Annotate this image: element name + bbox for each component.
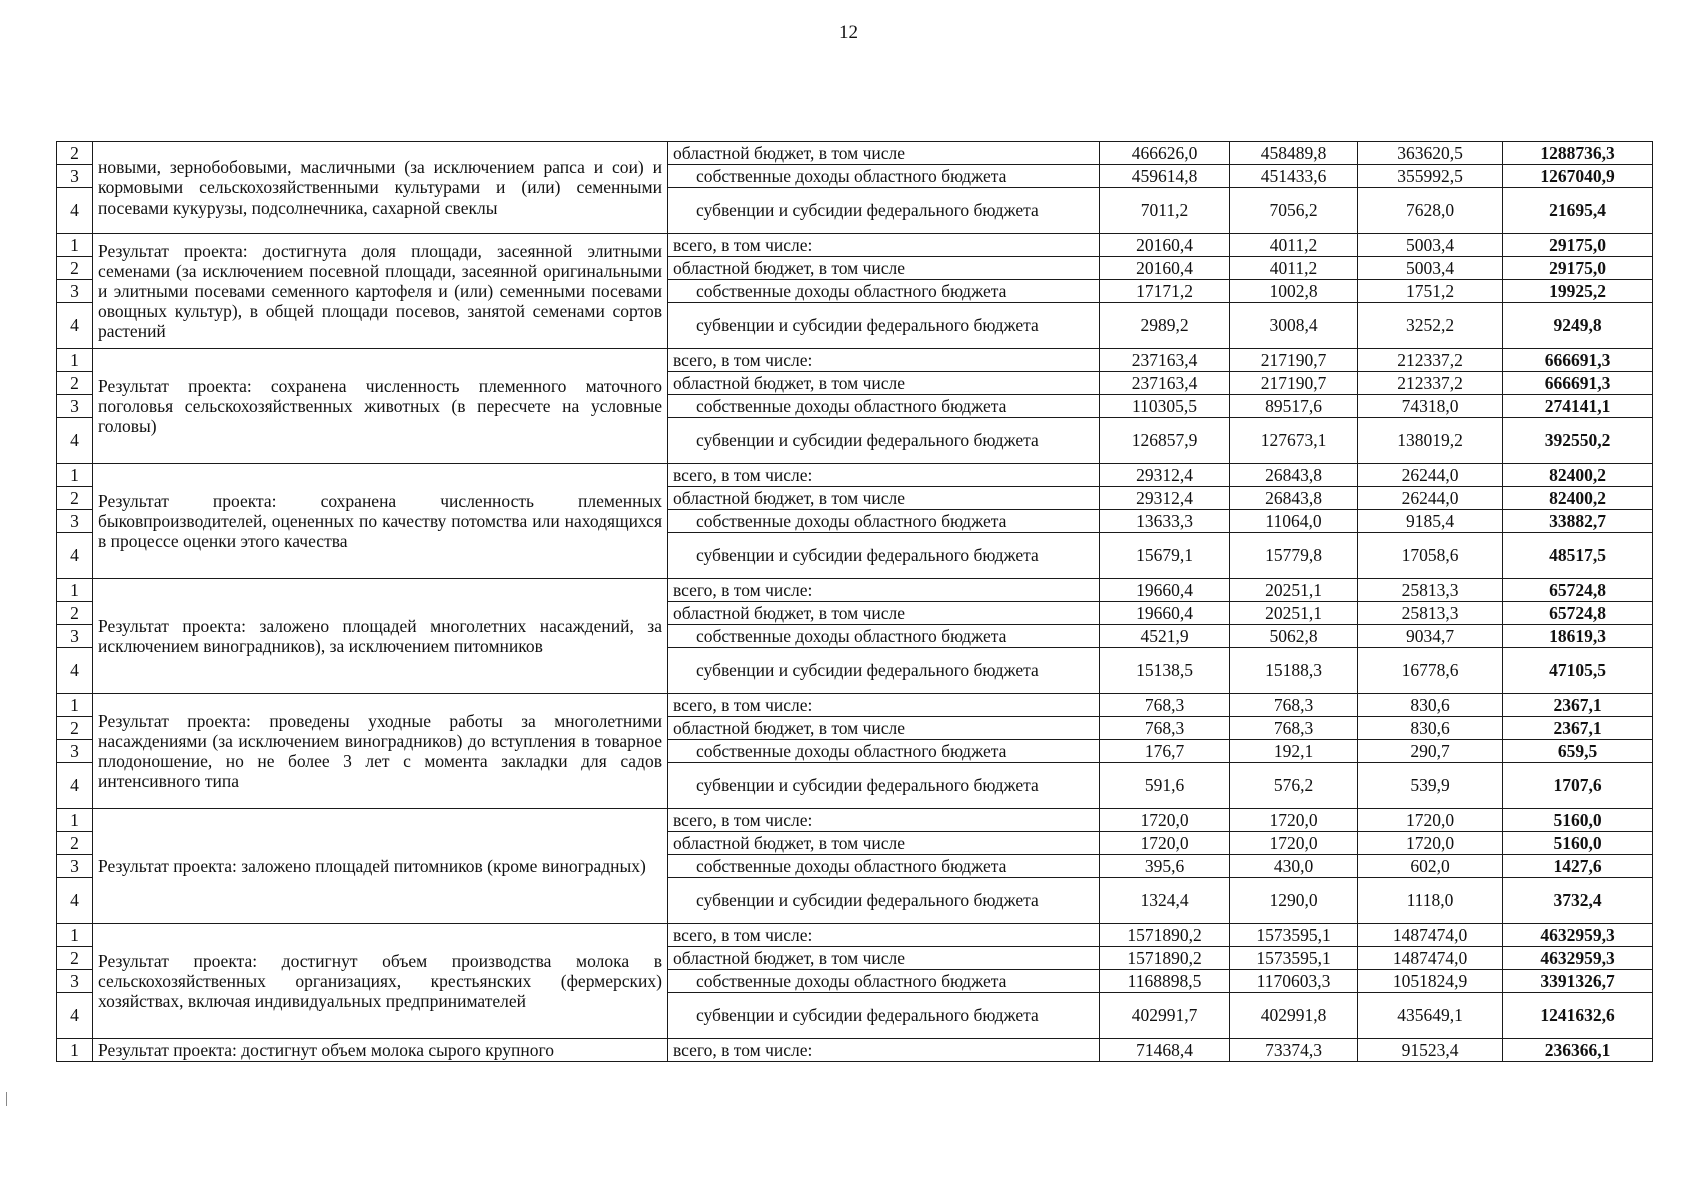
row-number: 4	[57, 303, 93, 349]
row-number: 4	[57, 533, 93, 579]
value-year-3: 138019,2	[1358, 418, 1503, 464]
funding-source: областной бюджет, в том числе	[668, 832, 1100, 855]
row-number: 1	[57, 234, 93, 257]
row-number: 1	[57, 1039, 93, 1062]
value-total: 5160,0	[1503, 809, 1653, 832]
value-total: 1267040,9	[1503, 165, 1653, 188]
value-year-2: 1170603,3	[1230, 970, 1358, 993]
value-year-1: 768,3	[1100, 717, 1230, 740]
value-year-2: 1720,0	[1230, 832, 1358, 855]
value-year-3: 1118,0	[1358, 878, 1503, 924]
value-year-3: 212337,2	[1358, 349, 1503, 372]
value-year-1: 768,3	[1100, 694, 1230, 717]
value-year-1: 402991,7	[1100, 993, 1230, 1039]
value-total: 666691,3	[1503, 372, 1653, 395]
value-year-3: 355992,5	[1358, 165, 1503, 188]
value-year-2: 768,3	[1230, 717, 1358, 740]
row-number: 1	[57, 464, 93, 487]
table-row	[57, 1039, 1653, 1062]
value-year-2: 576,2	[1230, 763, 1358, 809]
result-description: Результат проекта: сохранена численность племенного маточного поголовья сельскохозяйственных животных (в пересчете на условные головы)	[93, 349, 668, 464]
value-year-3: 830,6	[1358, 717, 1503, 740]
scan-mark	[6, 1092, 11, 1106]
row-number: 4	[57, 993, 93, 1039]
funding-source: собственные доходы областного бюджета	[668, 165, 1100, 188]
funding-source: областной бюджет, в том числе	[668, 717, 1100, 740]
row-number: 2	[57, 717, 93, 740]
page-number: 12	[839, 22, 858, 43]
value-year-3: 26244,0	[1358, 487, 1503, 510]
value-year-1: 1571890,2	[1100, 947, 1230, 970]
value-year-1: 237163,4	[1100, 372, 1230, 395]
table-row	[57, 142, 1653, 165]
funding-source: субвенции и субсидии федерального бюджета	[668, 533, 1100, 579]
value-total: 1707,6	[1503, 763, 1653, 809]
value-year-2: 3008,4	[1230, 303, 1358, 349]
value-total: 2367,1	[1503, 717, 1653, 740]
value-total: 65724,8	[1503, 579, 1653, 602]
funding-source: областной бюджет, в том числе	[668, 372, 1100, 395]
value-year-2: 26843,8	[1230, 464, 1358, 487]
value-year-3: 1487474,0	[1358, 924, 1503, 947]
value-total: 3732,4	[1503, 878, 1653, 924]
value-year-3: 25813,3	[1358, 579, 1503, 602]
value-total: 82400,2	[1503, 464, 1653, 487]
funding-source: областной бюджет, в том числе	[668, 947, 1100, 970]
value-year-1: 15138,5	[1100, 648, 1230, 694]
result-description: новыми, зернобобовыми, масличными (за исключением рапса и сои) и кормовыми сельскохозяйственными культурами и (или) семенными посевами кукурузы, подсолнечника, сахарной свеклы	[93, 142, 668, 234]
row-number: 3	[57, 625, 93, 648]
result-description: Результат проекта: заложено площадей многолетних насаждений, за исключением виноградников), за исключением питомников	[93, 579, 668, 694]
value-year-2: 217190,7	[1230, 372, 1358, 395]
value-year-3: 1051824,9	[1358, 970, 1503, 993]
value-total: 392550,2	[1503, 418, 1653, 464]
value-year-2: 5062,8	[1230, 625, 1358, 648]
value-year-3: 212337,2	[1358, 372, 1503, 395]
funding-source: субвенции и субсидии федерального бюджета	[668, 418, 1100, 464]
value-year-1: 17171,2	[1100, 280, 1230, 303]
value-year-1: 1720,0	[1100, 809, 1230, 832]
value-year-3: 435649,1	[1358, 993, 1503, 1039]
value-year-3: 363620,5	[1358, 142, 1503, 165]
value-year-1: 237163,4	[1100, 349, 1230, 372]
funding-source: субвенции и субсидии федерального бюджета	[668, 763, 1100, 809]
value-year-2: 89517,6	[1230, 395, 1358, 418]
row-number: 3	[57, 855, 93, 878]
value-total: 1288736,3	[1503, 142, 1653, 165]
value-year-2: 11064,0	[1230, 510, 1358, 533]
value-year-1: 20160,4	[1100, 234, 1230, 257]
value-year-3: 7628,0	[1358, 188, 1503, 234]
value-total: 29175,0	[1503, 234, 1653, 257]
value-year-2: 7056,2	[1230, 188, 1358, 234]
value-year-1: 591,6	[1100, 763, 1230, 809]
value-year-3: 1720,0	[1358, 832, 1503, 855]
value-year-1: 20160,4	[1100, 257, 1230, 280]
value-total: 2367,1	[1503, 694, 1653, 717]
funding-source: собственные доходы областного бюджета	[668, 280, 1100, 303]
table-row	[57, 579, 1653, 602]
value-total: 1427,6	[1503, 855, 1653, 878]
row-number: 2	[57, 257, 93, 280]
value-total: 47105,5	[1503, 648, 1653, 694]
funding-source: собственные доходы областного бюджета	[668, 855, 1100, 878]
value-year-3: 602,0	[1358, 855, 1503, 878]
row-number: 1	[57, 694, 93, 717]
row-number: 3	[57, 510, 93, 533]
funding-source: собственные доходы областного бюджета	[668, 625, 1100, 648]
value-year-2: 768,3	[1230, 694, 1358, 717]
value-year-3: 26244,0	[1358, 464, 1503, 487]
value-total: 659,5	[1503, 740, 1653, 763]
row-number: 2	[57, 947, 93, 970]
value-year-2: 20251,1	[1230, 579, 1358, 602]
value-year-2: 458489,8	[1230, 142, 1358, 165]
value-year-3: 9034,7	[1358, 625, 1503, 648]
value-total: 5160,0	[1503, 832, 1653, 855]
funding-source: субвенции и субсидии федерального бюджета	[668, 878, 1100, 924]
funding-source: субвенции и субсидии федерального бюджета	[668, 648, 1100, 694]
value-year-2: 1573595,1	[1230, 947, 1358, 970]
value-total: 236366,1	[1503, 1039, 1653, 1062]
row-number: 2	[57, 372, 93, 395]
value-year-1: 1168898,5	[1100, 970, 1230, 993]
value-year-1: 395,6	[1100, 855, 1230, 878]
value-year-2: 4011,2	[1230, 234, 1358, 257]
row-number: 4	[57, 418, 93, 464]
value-year-1: 1720,0	[1100, 832, 1230, 855]
value-total: 4632959,3	[1503, 947, 1653, 970]
value-year-1: 110305,5	[1100, 395, 1230, 418]
row-number: 2	[57, 487, 93, 510]
value-year-1: 1571890,2	[1100, 924, 1230, 947]
value-year-3: 830,6	[1358, 694, 1503, 717]
value-year-3: 9185,4	[1358, 510, 1503, 533]
value-total: 18619,3	[1503, 625, 1653, 648]
funding-source: всего, в том числе:	[668, 464, 1100, 487]
value-year-3: 1487474,0	[1358, 947, 1503, 970]
value-year-2: 20251,1	[1230, 602, 1358, 625]
row-number: 3	[57, 970, 93, 993]
row-number: 3	[57, 280, 93, 303]
row-number: 1	[57, 809, 93, 832]
result-description: Результат проекта: проведены уходные работы за многолетними насаждениями (за исключением виноградников) до вступления в товарное плодоношение, но не более 3 лет с момента закладки для садов интенсивного типа	[93, 694, 668, 809]
value-total: 33882,7	[1503, 510, 1653, 533]
funding-source: всего, в том числе:	[668, 809, 1100, 832]
row-number: 1	[57, 924, 93, 947]
result-description: Результат проекта: достигнут объем производства молока в сельскохозяйственных организациях, крестьянских (фермерских) хозяйствах, включая индивидуальных предпринимателей	[93, 924, 668, 1039]
row-number: 3	[57, 165, 93, 188]
result-description: Результат проекта: сохранена численность племенных быковпроизводителей, оцененных по качеству потомства или находящихся в процессе оценки этого качества	[93, 464, 668, 579]
row-number: 4	[57, 648, 93, 694]
value-year-1: 4521,9	[1100, 625, 1230, 648]
value-year-2: 127673,1	[1230, 418, 1358, 464]
row-number: 4	[57, 188, 93, 234]
value-year-3: 74318,0	[1358, 395, 1503, 418]
table-row	[57, 809, 1653, 832]
funding-source: всего, в том числе:	[668, 1039, 1100, 1062]
value-year-2: 15779,8	[1230, 533, 1358, 579]
funding-source: областной бюджет, в том числе	[668, 142, 1100, 165]
row-number: 2	[57, 602, 93, 625]
table-row	[57, 924, 1653, 947]
budget-table	[56, 141, 1653, 1062]
value-year-3: 16778,6	[1358, 648, 1503, 694]
row-number: 1	[57, 349, 93, 372]
value-year-2: 1720,0	[1230, 809, 1358, 832]
value-year-1: 71468,4	[1100, 1039, 1230, 1062]
value-year-3: 25813,3	[1358, 602, 1503, 625]
value-year-2: 451433,6	[1230, 165, 1358, 188]
funding-source: всего, в том числе:	[668, 234, 1100, 257]
value-year-3: 5003,4	[1358, 234, 1503, 257]
funding-source: собственные доходы областного бюджета	[668, 510, 1100, 533]
value-total: 65724,8	[1503, 602, 1653, 625]
value-year-3: 539,9	[1358, 763, 1503, 809]
funding-source: всего, в том числе:	[668, 349, 1100, 372]
value-year-1: 176,7	[1100, 740, 1230, 763]
funding-source: субвенции и субсидии федерального бюджета	[668, 188, 1100, 234]
value-year-1: 126857,9	[1100, 418, 1230, 464]
value-year-1: 29312,4	[1100, 487, 1230, 510]
value-year-3: 5003,4	[1358, 257, 1503, 280]
value-total: 9249,8	[1503, 303, 1653, 349]
value-total: 48517,5	[1503, 533, 1653, 579]
value-total: 4632959,3	[1503, 924, 1653, 947]
value-total: 666691,3	[1503, 349, 1653, 372]
row-number: 4	[57, 878, 93, 924]
funding-source: всего, в том числе:	[668, 694, 1100, 717]
value-year-3: 91523,4	[1358, 1039, 1503, 1062]
value-year-2: 217190,7	[1230, 349, 1358, 372]
value-year-1: 29312,4	[1100, 464, 1230, 487]
value-year-3: 17058,6	[1358, 533, 1503, 579]
funding-source: областной бюджет, в том числе	[668, 257, 1100, 280]
value-year-2: 1002,8	[1230, 280, 1358, 303]
value-year-1: 1324,4	[1100, 878, 1230, 924]
result-description: Результат проекта: достигнута доля площади, засеянной элитными семенами (за исключением посевной площади, засеянной оригинальными и элитными посевами семенного картофеля и (или) семенными посевами овощных культур), в общей площади посевов, занятой семенами сортов растений	[93, 234, 668, 349]
value-year-1: 19660,4	[1100, 579, 1230, 602]
value-year-1: 19660,4	[1100, 602, 1230, 625]
table-row	[57, 234, 1653, 257]
row-number: 2	[57, 832, 93, 855]
value-total: 19925,2	[1503, 280, 1653, 303]
funding-source: всего, в том числе:	[668, 924, 1100, 947]
value-year-2: 1290,0	[1230, 878, 1358, 924]
table-row	[57, 694, 1653, 717]
funding-source: собственные доходы областного бюджета	[668, 395, 1100, 418]
funding-source: всего, в том числе:	[668, 579, 1100, 602]
value-total: 1241632,6	[1503, 993, 1653, 1039]
value-year-2: 15188,3	[1230, 648, 1358, 694]
value-total: 82400,2	[1503, 487, 1653, 510]
value-total: 21695,4	[1503, 188, 1653, 234]
funding-source: субвенции и субсидии федерального бюджета	[668, 303, 1100, 349]
value-year-2: 430,0	[1230, 855, 1358, 878]
value-year-1: 15679,1	[1100, 533, 1230, 579]
table-row	[57, 349, 1653, 372]
value-total: 274141,1	[1503, 395, 1653, 418]
value-year-2: 73374,3	[1230, 1039, 1358, 1062]
row-number: 3	[57, 395, 93, 418]
value-year-2: 402991,8	[1230, 993, 1358, 1039]
row-number: 1	[57, 579, 93, 602]
result-description: Результат проекта: заложено площадей питомников (кроме виноградных)	[93, 809, 668, 924]
value-year-1: 7011,2	[1100, 188, 1230, 234]
funding-source: собственные доходы областного бюджета	[668, 970, 1100, 993]
value-year-2: 1573595,1	[1230, 924, 1358, 947]
row-number: 3	[57, 740, 93, 763]
row-number: 4	[57, 763, 93, 809]
result-description: Результат проекта: достигнут объем молока сырого крупного	[93, 1039, 668, 1062]
funding-source: собственные доходы областного бюджета	[668, 740, 1100, 763]
value-year-3: 1751,2	[1358, 280, 1503, 303]
value-year-1: 13633,3	[1100, 510, 1230, 533]
table-body	[57, 142, 1653, 1062]
value-year-3: 1720,0	[1358, 809, 1503, 832]
funding-source: областной бюджет, в том числе	[668, 487, 1100, 510]
row-number: 2	[57, 142, 93, 165]
value-total: 29175,0	[1503, 257, 1653, 280]
value-year-1: 466626,0	[1100, 142, 1230, 165]
table-row	[57, 464, 1653, 487]
value-year-3: 3252,2	[1358, 303, 1503, 349]
value-year-2: 4011,2	[1230, 257, 1358, 280]
value-year-3: 290,7	[1358, 740, 1503, 763]
funding-source: областной бюджет, в том числе	[668, 602, 1100, 625]
value-year-1: 2989,2	[1100, 303, 1230, 349]
value-year-2: 192,1	[1230, 740, 1358, 763]
value-year-2: 26843,8	[1230, 487, 1358, 510]
value-year-1: 459614,8	[1100, 165, 1230, 188]
value-total: 3391326,7	[1503, 970, 1653, 993]
funding-source: субвенции и субсидии федерального бюджета	[668, 993, 1100, 1039]
